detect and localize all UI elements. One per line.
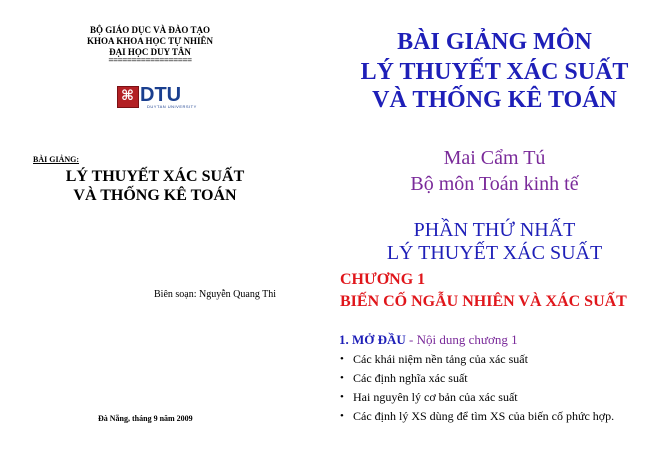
bullet-icon: • — [340, 353, 344, 365]
list-item: • Hai nguyên lý cơ bản của xác suất — [340, 388, 614, 407]
lecture-title-line-1: LÝ THUYẾT XÁC SUẤT — [65, 168, 245, 185]
compiler-credit: Biên soạn: Nguyễn Quang Thi — [154, 289, 277, 300]
bullet-icon: • — [340, 372, 344, 384]
logo-text: DTU — [140, 84, 182, 106]
chapter-title: BIẾN CỐ NGẪU NHIÊN VÀ XÁC SUẤT — [340, 293, 627, 310]
main-title-line-1: BÀI GIẢNG MÔN — [397, 29, 592, 55]
section-description: - Nội dung chương 1 — [405, 332, 518, 347]
bullet-icon: • — [340, 410, 344, 422]
ministry-heading: BỘ GIÁO DỤC VÀ ĐÀO TẠO — [90, 25, 210, 35]
university-heading: ĐẠI HỌC DUY TÂN — [109, 47, 191, 57]
section-number: 1. MỞ ĐẦU — [339, 332, 406, 347]
heading-divider: ================== — [108, 55, 192, 65]
publication-date: Đà Nẵng, tháng 9 năm 2009 — [98, 414, 193, 423]
lecture-title-line-2: VÀ THỐNG KÊ TOÁN — [73, 187, 237, 204]
logo-subtitle: DUYTAN UNIVERSITY — [147, 104, 197, 109]
dtu-logo — [117, 86, 197, 110]
section-heading — [339, 332, 518, 348]
part-heading: PHẦN THỨ NHẤT — [413, 219, 576, 241]
author-department: Bộ môn Toán kinh tế — [410, 173, 579, 195]
lecture-label: BÀI GIẢNG: — [33, 155, 80, 164]
main-title-line-3: VÀ THỐNG KÊ TOÁN — [372, 87, 617, 113]
slide-page — [330, 0, 659, 450]
list-item: • Các định nghĩa xác suất — [340, 369, 614, 388]
part-title: LÝ THUYẾT XÁC SUẤT — [386, 242, 603, 264]
faculty-heading: KHOA KHOA HỌC TỰ NHIÊN — [86, 36, 214, 46]
bullet-icon: • — [340, 391, 344, 403]
chapter-number: CHƯƠNG 1 — [340, 271, 426, 288]
chapter-contents-list — [340, 350, 614, 426]
list-item: • Các định lý XS dùng để tìm XS của biến cố phức hợp. — [340, 407, 614, 426]
main-title-line-2: LÝ THUYẾT XÁC SUẤT — [360, 59, 629, 85]
list-item: • Các khái niệm nền tảng của xác suất — [340, 350, 614, 369]
author-name: Mai Cẩm Tú — [443, 147, 546, 169]
dtu-emblem-icon: ⌘ — [117, 86, 139, 108]
